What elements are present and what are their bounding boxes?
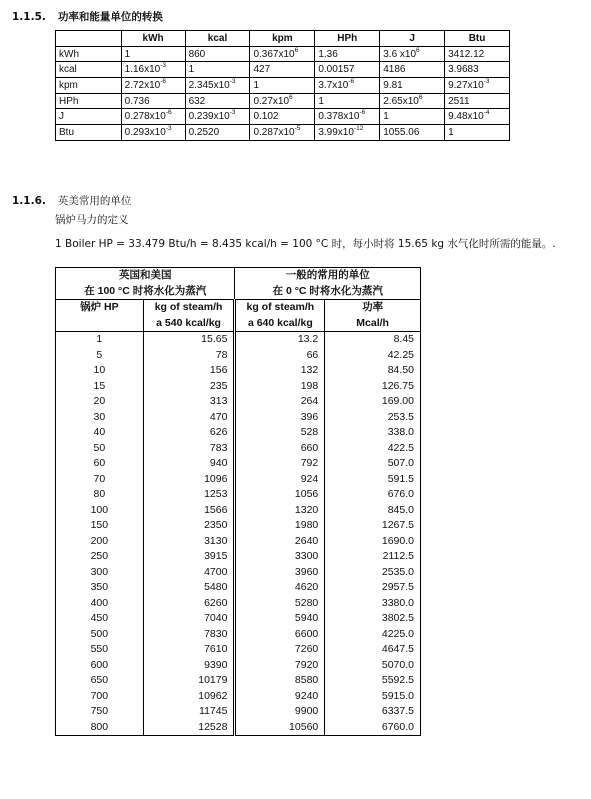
hp-cell: 350 [56, 580, 144, 596]
conversion-cell [121, 93, 185, 109]
col-steam-540-line1: kg of steam/h [143, 300, 235, 316]
table-row [56, 704, 421, 720]
steam-540-cell: 783 [143, 441, 235, 457]
steam-640-cell: 7260 [235, 642, 325, 658]
steam-640-cell: 4620 [235, 580, 325, 596]
conversion-cell-value: 860 [188, 48, 206, 60]
steam-540-cell: 78 [143, 348, 235, 364]
conversion-body [56, 46, 510, 140]
conversion-cell-value: 9.81 [383, 79, 403, 91]
steam-540-cell: 11745 [143, 704, 235, 720]
steam-540-cell: 470 [143, 410, 235, 426]
table-row [56, 534, 421, 550]
power-cell: 1690.0 [325, 534, 421, 550]
steam-640-cell: 8580 [235, 673, 325, 689]
conversion-cell [250, 93, 315, 109]
power-cell: 126.75 [325, 379, 421, 395]
conversion-cell-value: 1 [124, 48, 131, 60]
steam-640-cell: 3960 [235, 565, 325, 581]
group-common-condition: 在 0 °C 时将水化为蒸汽 [235, 284, 421, 300]
conversion-cell [185, 78, 250, 94]
steam-640-cell: 792 [235, 456, 325, 472]
group-common-label: 一般的常用的单位 [235, 268, 421, 284]
conversion-row-unit: Btu [56, 125, 122, 141]
steam-640-cell: 5940 [235, 611, 325, 627]
steam-540-cell: 4700 [143, 565, 235, 581]
conversion-cell [445, 109, 510, 125]
hp-cell: 30 [56, 410, 144, 426]
conversion-cell-exponent: 6 [416, 46, 420, 54]
steam-540-cell: 2350 [143, 518, 235, 534]
conversion-cell [121, 109, 185, 125]
table-row [56, 379, 421, 395]
conversion-row [56, 78, 510, 94]
power-cell: 5915.0 [325, 689, 421, 705]
steam-640-cell: 198 [235, 379, 325, 395]
power-cell: 169.00 [325, 394, 421, 410]
col-power-line1: 功率 [325, 300, 421, 316]
conversion-cell [380, 125, 445, 141]
conversion-cell-value: 632 [188, 95, 206, 107]
hp-cell: 150 [56, 518, 144, 534]
conversion-cell-exponent: -6 [359, 109, 366, 117]
steam-540-cell: 5480 [143, 580, 235, 596]
conversion-row [56, 46, 510, 62]
conversion-cell [121, 46, 185, 62]
conversion-cell-value: 0.27x10 [253, 95, 290, 107]
table-row [56, 673, 421, 689]
conversion-cell [250, 62, 315, 78]
conversion-cell [185, 125, 250, 141]
col-power-line2: Mcal/h [325, 316, 421, 332]
conversion-cell [445, 78, 510, 94]
conversion-col-header: kWh [121, 31, 185, 47]
conversion-cell-value: 0.278x10 [124, 111, 166, 123]
hp-cell: 70 [56, 472, 144, 488]
hp-cell: 5 [56, 348, 144, 364]
conversion-cell-exponent: -6 [165, 109, 172, 117]
conversion-cell-exponent: -3 [229, 77, 236, 85]
steam-540-cell: 3915 [143, 549, 235, 565]
conversion-cell-value: 1 [448, 126, 454, 138]
boiler-hp-definition-heading: 锅炉马力的定义 [55, 214, 129, 226]
table-row [56, 658, 421, 674]
steam-640-cell: 66 [235, 348, 325, 364]
table-row [56, 487, 421, 503]
conversion-cell [445, 46, 510, 62]
conversion-cell-value: 1 [318, 95, 324, 107]
steam-540-cell: 156 [143, 363, 235, 379]
conversion-row [56, 62, 510, 78]
conversion-cell-value: 0.736 [124, 95, 150, 107]
boiler-hp-table [55, 267, 421, 736]
power-cell: 253.5 [325, 410, 421, 426]
conversion-cell-value: 0.287x10 [253, 126, 295, 138]
section-heading-uk-us-units [12, 193, 131, 208]
conversion-cell [315, 93, 380, 109]
conversion-cell-value: 0.367x10 [253, 48, 295, 60]
group-uk-us-label: 英国和美国 [56, 268, 235, 284]
hp-cell: 60 [56, 456, 144, 472]
conversion-cell [315, 46, 380, 62]
conversion-cell-exponent: -12 [353, 124, 364, 132]
table-row [56, 441, 421, 457]
col-steam-640-line1: kg of steam/h [235, 300, 325, 316]
conversion-cell-exponent: -5 [294, 124, 301, 132]
hp-cell: 700 [56, 689, 144, 705]
conversion-cell-exponent: -3 [483, 77, 490, 85]
power-cell: 84.50 [325, 363, 421, 379]
conversion-row-unit: kpm [56, 78, 122, 94]
conversion-cell [185, 46, 250, 62]
conversion-cell-value: 1.36 [318, 48, 338, 60]
steam-640-cell: 264 [235, 394, 325, 410]
conversion-cell-value: 4186 [383, 64, 406, 76]
section-title: 功率和能量单位的转换 [57, 11, 163, 23]
section-number: 1.1.6. [12, 195, 46, 207]
conversion-cell [315, 125, 380, 141]
steam-640-cell: 5280 [235, 596, 325, 612]
conversion-cell [445, 62, 510, 78]
power-cell: 2535.0 [325, 565, 421, 581]
steam-640-cell: 396 [235, 410, 325, 426]
section-number: 1.1.5. [12, 11, 46, 23]
conversion-col-header: Btu [445, 31, 510, 47]
conversion-col-header [56, 31, 122, 47]
conversion-cell-value: 3.99x10 [318, 126, 354, 138]
hp-cell: 650 [56, 673, 144, 689]
steam-640-cell: 9240 [235, 689, 325, 705]
power-cell: 5070.0 [325, 658, 421, 674]
conversion-col-header: HPh [315, 31, 380, 47]
table-row [56, 348, 421, 364]
conversion-cell-value: 3.6 x10 [383, 48, 417, 60]
hp-cell: 750 [56, 704, 144, 720]
power-cell: 6337.5 [325, 704, 421, 720]
conversion-cell-exponent: -4 [483, 109, 490, 117]
steam-540-cell: 7040 [143, 611, 235, 627]
conversion-cell-exponent: 6 [289, 93, 293, 101]
group-uk-us-condition: 在 100 °C 时将水化为蒸汽 [56, 284, 235, 300]
conversion-cell-value: 3.7x10 [318, 79, 349, 91]
steam-540-cell: 10179 [143, 673, 235, 689]
steam-640-cell: 1320 [235, 503, 325, 519]
steam-640-cell: 9900 [235, 704, 325, 720]
power-cell: 4225.0 [325, 627, 421, 643]
conversion-row [56, 125, 510, 141]
conversion-cell-value: 427 [253, 64, 271, 76]
steam-640-cell: 7920 [235, 658, 325, 674]
section-title: 英美常用的单位 [57, 195, 132, 207]
conversion-col-header: kpm [250, 31, 315, 47]
conversion-cell-value: 0.2520 [188, 126, 220, 138]
power-cell: 6760.0 [325, 720, 421, 736]
col-steam-540-line2: a 540 kcal/kg [143, 316, 235, 332]
power-cell: 5592.5 [325, 673, 421, 689]
conversion-cell [121, 62, 185, 78]
conversion-cell [445, 125, 510, 141]
power-cell: 8.45 [325, 332, 421, 348]
conversion-cell [250, 46, 315, 62]
hp-cell: 40 [56, 425, 144, 441]
power-cell: 676.0 [325, 487, 421, 503]
power-cell: 1267.5 [325, 518, 421, 534]
hp-cell: 500 [56, 627, 144, 643]
steam-540-cell: 1566 [143, 503, 235, 519]
hp-cell: 10 [56, 363, 144, 379]
steam-540-cell: 626 [143, 425, 235, 441]
table-row [56, 580, 421, 596]
power-cell: 591.5 [325, 472, 421, 488]
power-cell: 42.25 [325, 348, 421, 364]
power-cell: 3380.0 [325, 596, 421, 612]
table-row [56, 518, 421, 534]
power-cell: 2112.5 [325, 549, 421, 565]
table-row [56, 456, 421, 472]
boiler-hp-body [56, 332, 421, 736]
conversion-cell-exponent: -3 [229, 109, 236, 117]
steam-640-cell: 6600 [235, 627, 325, 643]
conversion-cell-value: 9.27x10 [448, 79, 484, 91]
conversion-cell-value: 3412.12 [448, 48, 485, 60]
conversion-cell-value: 2511 [448, 95, 470, 107]
hp-cell: 50 [56, 441, 144, 457]
conversion-cell-value: 0.102 [253, 111, 279, 123]
steam-640-cell: 2640 [235, 534, 325, 550]
conversion-cell-value: 9.48x10 [448, 111, 484, 123]
steam-540-cell: 12528 [143, 720, 235, 736]
power-cell: 507.0 [325, 456, 421, 472]
table-row [56, 642, 421, 658]
group-header-row-1 [56, 268, 421, 284]
conversion-cell-value: 1 [253, 79, 260, 91]
hp-cell: 600 [56, 658, 144, 674]
col-steam-640-line2: a 640 kcal/kg [235, 316, 325, 332]
hp-cell: 250 [56, 549, 144, 565]
table-row [56, 394, 421, 410]
conversion-cell-exponent: -6 [348, 77, 355, 85]
conversion-cell [315, 109, 380, 125]
steam-640-cell: 660 [235, 441, 325, 457]
steam-640-cell: 1056 [235, 487, 325, 503]
steam-640-cell: 3300 [235, 549, 325, 565]
table-row [56, 627, 421, 643]
col-boiler-hp: 锅炉 HP [56, 300, 144, 332]
conversion-row-unit: HPh [56, 93, 122, 109]
steam-540-cell: 313 [143, 394, 235, 410]
conversion-cell-value: 0.378x10 [318, 111, 360, 123]
conversion-row [56, 93, 510, 109]
conversion-cell [185, 62, 250, 78]
steam-540-cell: 235 [143, 379, 235, 395]
conversion-cell [185, 109, 250, 125]
conversion-cell-value: 1.16x10 [124, 64, 161, 76]
power-cell: 338.0 [325, 425, 421, 441]
conversion-cell-value: 1 [188, 64, 195, 76]
conversion-cell [121, 78, 185, 94]
conversion-cell [315, 78, 380, 94]
hp-cell: 100 [56, 503, 144, 519]
steam-540-cell: 1253 [143, 487, 235, 503]
hp-cell: 80 [56, 487, 144, 503]
steam-640-cell: 10560 [235, 720, 325, 736]
hp-cell: 550 [56, 642, 144, 658]
table-row [56, 565, 421, 581]
conversion-cell [315, 62, 380, 78]
hp-cell: 200 [56, 534, 144, 550]
conversion-cell-value: 2.345x10 [188, 79, 230, 91]
power-cell: 3802.5 [325, 611, 421, 627]
steam-640-cell: 132 [235, 363, 325, 379]
steam-540-cell: 7610 [143, 642, 235, 658]
conversion-header-row [56, 31, 510, 47]
group-header-row-2 [56, 284, 421, 300]
steam-640-cell: 13.2 [235, 332, 325, 348]
conversion-cell [185, 93, 250, 109]
conversion-cell [445, 93, 510, 109]
conversion-cell-value: 3.9683 [448, 64, 479, 76]
section-heading-power-energy [12, 9, 163, 24]
conversion-col-header: J [380, 31, 445, 47]
conversion-row [56, 109, 510, 125]
conversion-cell-exponent: 6 [294, 46, 299, 54]
conversion-row-unit: kcal [56, 62, 122, 78]
table-row [56, 611, 421, 627]
power-cell: 4647.5 [325, 642, 421, 658]
conversion-cell-exponent: 6 [418, 93, 423, 101]
steam-540-cell: 10962 [143, 689, 235, 705]
conversion-cell-exponent: -3 [160, 62, 167, 70]
conversion-cell-value: 2.72x10 [124, 79, 161, 91]
conversion-cell-value: 1055.06 [383, 126, 420, 138]
conversion-cell-value: 0.239x10 [188, 111, 230, 123]
hp-cell: 1 [56, 332, 144, 348]
table-row [56, 472, 421, 488]
steam-540-cell: 9390 [143, 658, 235, 674]
conversion-cell-exponent: -6 [160, 77, 167, 85]
conversion-cell [380, 78, 445, 94]
conversion-cell [250, 78, 315, 94]
conversion-cell [380, 62, 445, 78]
steam-540-cell: 15.65 [143, 332, 235, 348]
conversion-cell [250, 109, 315, 125]
conversion-row-unit: J [56, 109, 122, 125]
power-cell: 422.5 [325, 441, 421, 457]
boiler-hp-definition-text: 1 Boiler HP = 33.479 Btu/h = 8.435 kcal/h = 100 °C 时，每小时将 15.65 kg 水气化时所需的能量。. [55, 238, 556, 250]
hp-cell: 15 [56, 379, 144, 395]
steam-640-cell: 924 [235, 472, 325, 488]
hp-cell: 300 [56, 565, 144, 581]
table-row [56, 425, 421, 441]
steam-640-cell: 528 [235, 425, 325, 441]
table-row [56, 363, 421, 379]
table-row [56, 332, 421, 348]
conversion-cell [121, 125, 185, 141]
table-row [56, 549, 421, 565]
conversion-cell [380, 46, 445, 62]
table-row [56, 720, 421, 736]
hp-cell: 800 [56, 720, 144, 736]
table-row [56, 689, 421, 705]
column-header-row-1 [56, 300, 421, 316]
conversion-row-unit: kWh [56, 46, 122, 62]
steam-540-cell: 940 [143, 456, 235, 472]
steam-540-cell: 1096 [143, 472, 235, 488]
steam-640-cell: 1980 [235, 518, 325, 534]
unit-conversion-table [55, 30, 510, 141]
hp-cell: 20 [56, 394, 144, 410]
conversion-cell-value: 0.293x10 [124, 126, 166, 138]
conversion-col-header: kcal [185, 31, 250, 47]
conversion-cell-value: 2.65x10 [383, 95, 419, 107]
conversion-cell-value: 0.00157 [318, 64, 355, 76]
steam-540-cell: 6260 [143, 596, 235, 612]
conversion-cell-exponent: -3 [165, 124, 172, 132]
table-row [56, 596, 421, 612]
power-cell: 2957.5 [325, 580, 421, 596]
table-row [56, 503, 421, 519]
steam-540-cell: 7830 [143, 627, 235, 643]
hp-cell: 400 [56, 596, 144, 612]
steam-540-cell: 3130 [143, 534, 235, 550]
conversion-cell [380, 109, 445, 125]
conversion-cell-value: 1 [383, 111, 389, 123]
conversion-cell [250, 125, 315, 141]
power-cell: 845.0 [325, 503, 421, 519]
conversion-cell [380, 93, 445, 109]
table-row [56, 410, 421, 426]
hp-cell: 450 [56, 611, 144, 627]
